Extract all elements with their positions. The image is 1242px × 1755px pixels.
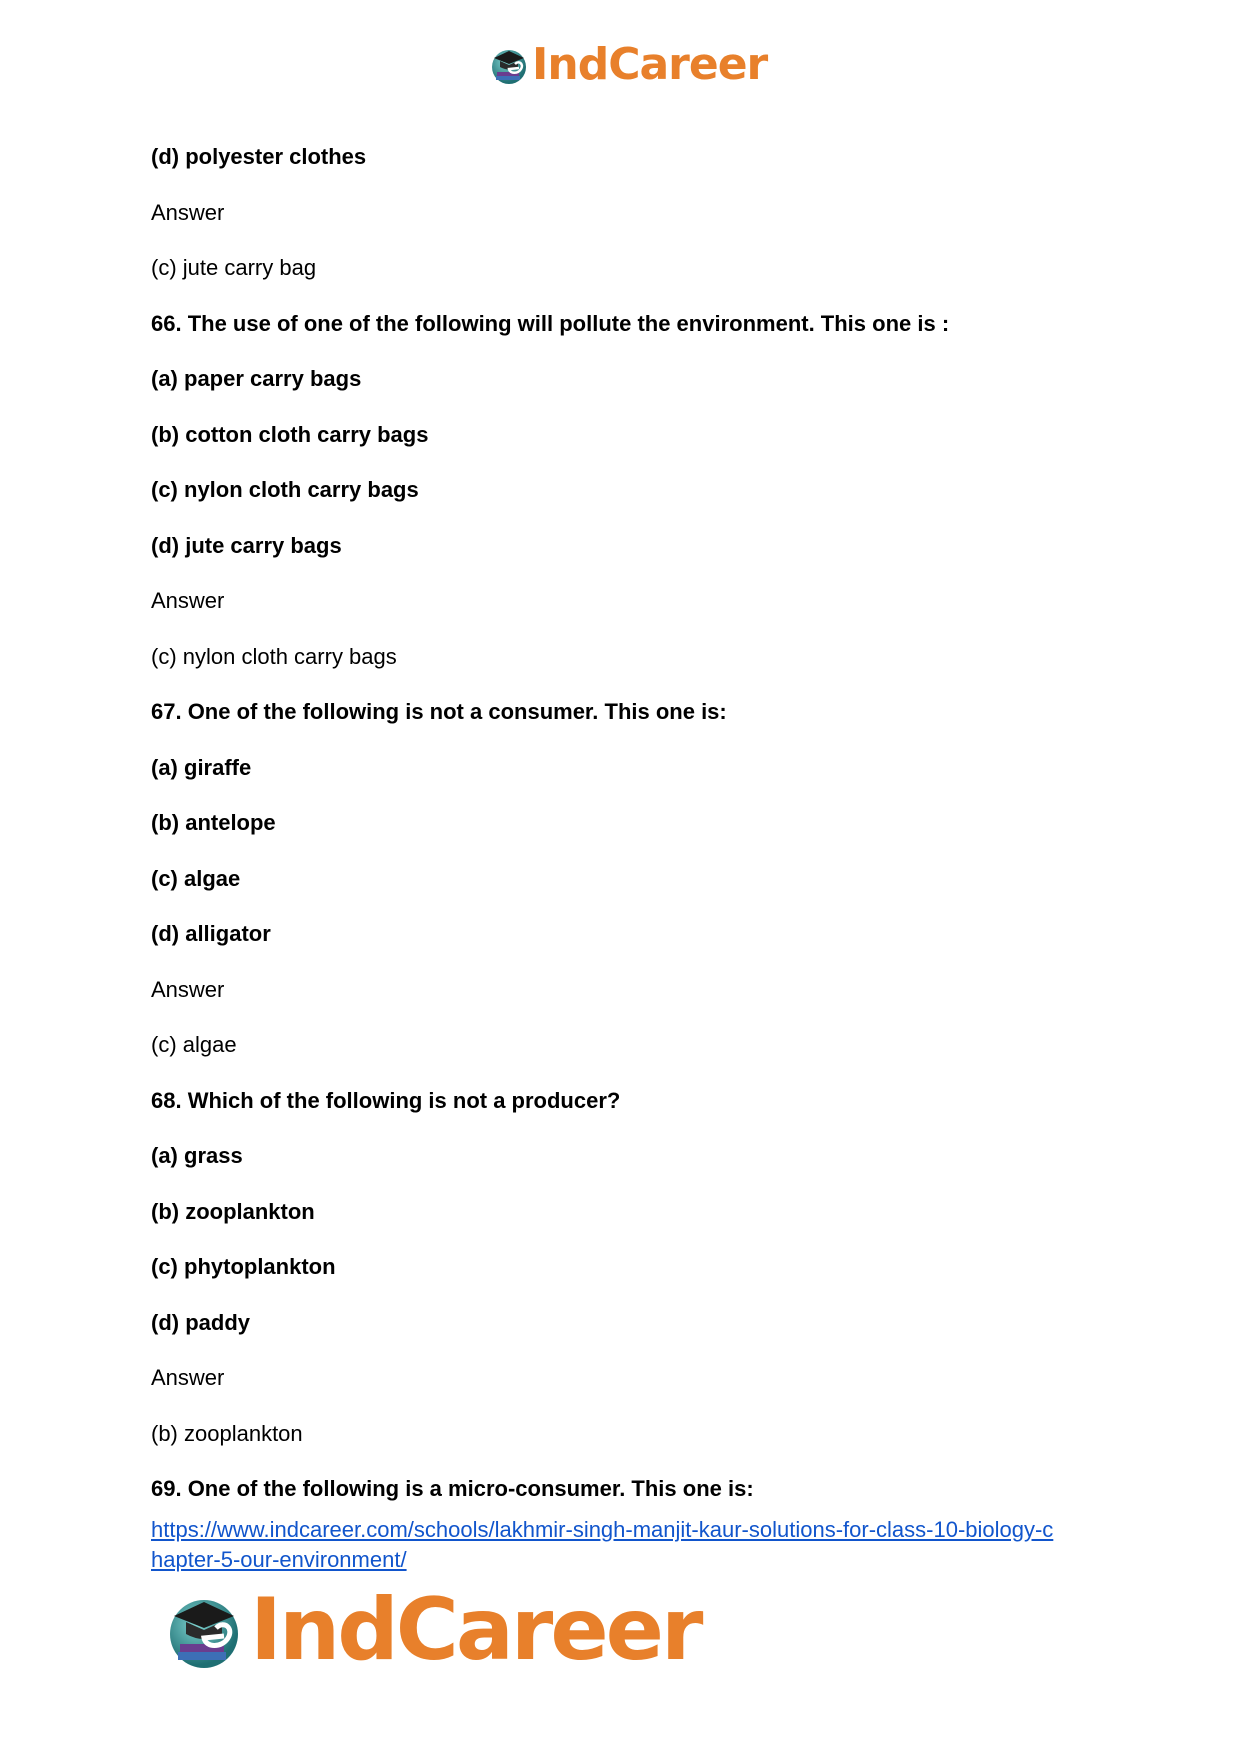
option-text: (c) algae (151, 865, 241, 891)
question-text: 67. One of the following is not a consumer. This one is: (151, 699, 727, 724)
footer-brand-wordmark: IndCareer (250, 1580, 701, 1680)
brand-wordmark: IndCareer (532, 39, 768, 90)
answer-label: Answer (151, 199, 225, 225)
answer-label: Answer (151, 588, 225, 613)
globe-cap-books-icon (162, 1588, 246, 1672)
option-text: (d) paddy (151, 1309, 250, 1335)
option-text: (d) alligator (151, 921, 271, 946)
option-text: (a) giraffe (151, 754, 252, 780)
answer-text: (c) jute carry bag (151, 255, 317, 280)
option-text: (d) polyester clothes (151, 144, 367, 169)
header-logo (488, 40, 767, 90)
answer-text: (b) zooplankton (151, 1420, 303, 1446)
source-link-line-2[interactable]: hapter-5-our-environment/ (151, 1547, 407, 1572)
question-text: 66. The use of one of the following will pollute the environment. This one is : (151, 310, 950, 336)
document-body (151, 143, 1111, 1531)
option-text: (b) zooplankton (151, 1198, 315, 1224)
source-link[interactable] (151, 1515, 1111, 1575)
option-text: (b) cotton cloth carry bags (151, 421, 429, 447)
option-text: (c) phytoplankton (151, 1254, 336, 1279)
option-text: (d) jute carry bags (151, 532, 342, 558)
option-text: (a) paper carry bags (151, 366, 362, 391)
source-link-line-1[interactable]: https://www.indcareer.com/schools/lakhmir-singh-manjit-kaur-solutions-for-class-10-biology-c (151, 1517, 1054, 1542)
answer-label: Answer (151, 1365, 225, 1390)
globe-cap-books-icon (488, 44, 530, 86)
answer-text: (c) nylon cloth carry bags (151, 643, 397, 669)
answer-label: Answer (151, 976, 225, 1002)
option-text: (a) grass (151, 1143, 243, 1168)
option-text: (b) antelope (151, 810, 276, 835)
question-text: 68. Which of the following is not a producer? (151, 1087, 621, 1113)
question-text: 69. One of the following is a micro-consumer. This one is: (151, 1476, 754, 1501)
option-text: (c) nylon cloth carry bags (151, 477, 419, 502)
answer-text: (c) algae (151, 1032, 237, 1057)
footer-logo (162, 1580, 701, 1680)
